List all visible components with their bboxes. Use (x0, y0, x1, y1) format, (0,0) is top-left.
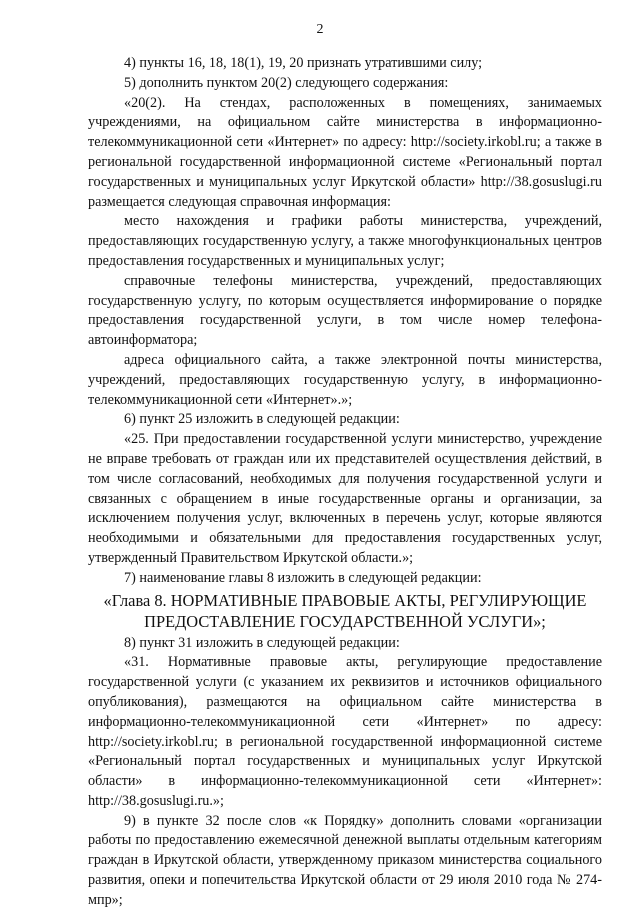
page-number: 2 (316, 22, 324, 37)
item-6-quote: «25. При предоставлении государственной услуги министерство, учреждение не вправе требовать от граждан или их представителей осуществления действий, в том числе согласований, необходимых для получения государственной услуги и связанных с обращением в иные государственные органы и организации, за исключением получения услуг, включенных в перечень услуг, которые являются необходимыми и обязательными для предоставления государственных услуг, утвержденный Правительством Иркутской области.»; (88, 431, 602, 566)
item-5-quote: «20(2). На стендах, расположенных в помещениях, занимаемых учреждениями, на официальном сайте министерства в информационно-телекоммуникационной сети «Интернет» по адресу: http://society.irkobl.ru; а также в региональной государственной информационной системе «Региональный портал государственных и муниципальных услуг Иркутской области» http://38.gosuslugi.ru размещается следующая справочная информация: (88, 94, 602, 210)
item-5-phones-paragraph: справочные телефоны министерства, учреждений, предоставляющих государственную услугу, по которым осуществляется информирование о порядке предоставления государственной услуги, в том числе номер телефона-автоинформатора; (88, 272, 602, 349)
item-9: 9) в пункте 32 после слов «к Порядку» дополнить словами «организации работы по предоставлению ежемесячной денежной выплаты отдельным категориям граждан в Иркутской области, утвержденному приказом министерства социального развития, опеки и попечительства Иркутской области от 29 июля 2010 года № 274-мпр»; (88, 812, 602, 908)
item-4: 4) пункты 16, 18, 18(1), 19, 20 признать утратившими силу; (124, 55, 483, 71)
item-6: 6) пункт 25 изложить в следующей редакции: (124, 411, 400, 428)
chapter-8-heading (88, 590, 602, 632)
chapter-8-heading-line-2: ПРЕДОСТАВЛЕНИЕ ГОСУДАРСТВЕННОЙ УСЛУГИ»; (144, 611, 546, 631)
item-8-quote: «31. Нормативные правовые акты, регулирующие предоставление государственной услуги (с указанием их реквизитов и источников официального опубликования), размещаются на официальном сайте министерства в информационно-телекоммуникационной сети «Интернет» по адресу: http://society.irkobl.ru; в региональной государственной информационной системе «Региональный портал государственных и муниципальных услуг Иркутской области» в информационно-телекоммуникационной сети «Интернет»: http://38.gosuslugi.ru.»; (88, 654, 602, 809)
item-5-location-paragraph: место нахождения и графики работы министерства, учреждений, предоставляющих государственную услугу, а также многофункциональных центров предоставления государственных и муниципальных услуг; (88, 213, 602, 269)
document-body (88, 54, 602, 911)
item-7: 7) наименование главы 8 изложить в следующей редакции: (124, 569, 482, 586)
item-5: 5) дополнить пунктом 20(2) следующего содержания: (124, 74, 449, 91)
item-8: 8) пункт 31 изложить в следующей редакции: (124, 634, 400, 651)
chapter-8-heading-line-1: «Глава 8. НОРМАТИВНЫЕ ПРАВОВЫЕ АКТЫ, РЕГУЛИРУЮЩИЕ (103, 590, 587, 610)
item-5-addresses-paragraph: адреса официального сайта, а также электронной почты министерства, учреждений, предоставляющих государственную услугу, в информационно-телекоммуникационной сети «Интернет».»; (88, 351, 602, 408)
